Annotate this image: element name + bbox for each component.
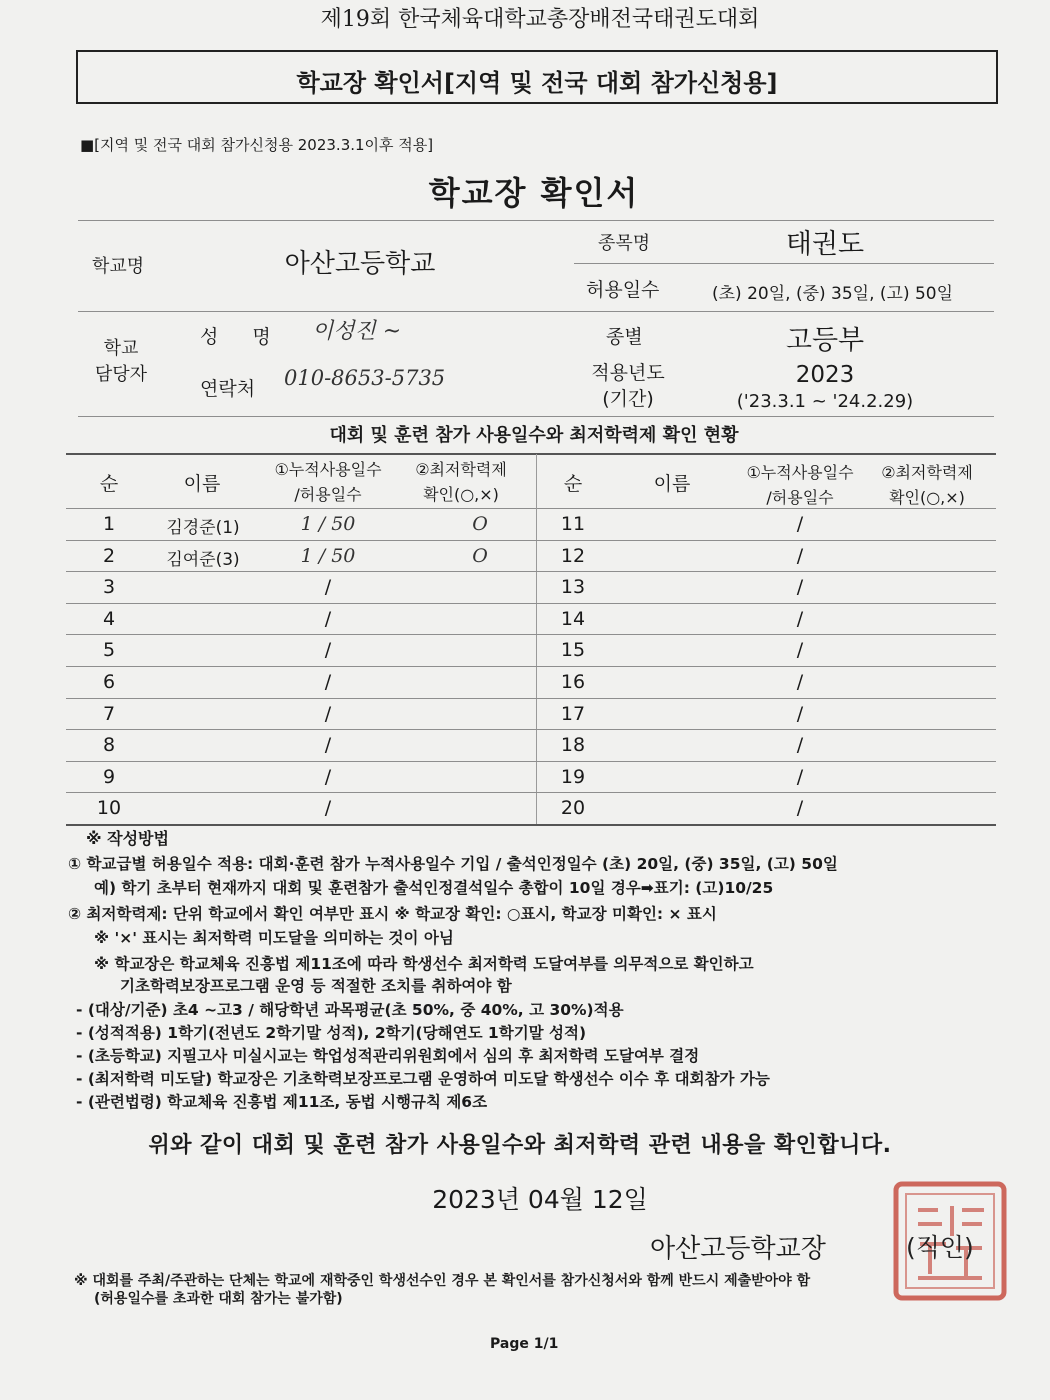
row-days-right: / (796, 797, 804, 820)
table-center-divider (536, 454, 537, 824)
row-days-right: / (796, 671, 804, 693)
header-days-left (262, 457, 394, 507)
row-days-right: / (796, 513, 804, 535)
instruction-line-3: ② 최저학력제: 단위 학교에서 확인 여부만 표시 ※ 학교장 확인: ○표시, 학교장 미확인: × 표시 (68, 905, 717, 923)
header-no-right: 순 (563, 473, 583, 495)
row-days-right: / (796, 639, 804, 662)
table-top-line (66, 453, 996, 455)
instruction-line-8: - (성적적용) 1학기(전년도 2학기말 성적), 2학기(당해연도 1학기말 성적) (76, 1024, 587, 1042)
table-row-line (66, 666, 996, 667)
row-days-left: / (324, 797, 332, 820)
info-bottom-line (78, 416, 994, 417)
period-label (578, 360, 678, 412)
row-days-right: / (796, 576, 804, 599)
table-row-line (66, 540, 996, 541)
header-check-right-line2: 확인(○,×) (889, 488, 965, 507)
table-title: 대회 및 훈련 참가 사용일수와 최저학력제 확인 현황 (329, 425, 739, 446)
row-days-right: / (796, 544, 804, 567)
row-no-right: 17 (560, 702, 586, 725)
instructions-heading: ※ 작성방법 (86, 829, 169, 848)
row-days-left: / (324, 576, 332, 599)
row-no-right: 20 (560, 797, 586, 820)
instruction-line-7: - (대상/기준) 초4 ~고3 / 해당학년 과목평균(초 50%, 중 40%, 고 30%)적용 (76, 1001, 624, 1019)
header-name-right: 이름 (653, 473, 691, 495)
row-name-left: 김여준(3) (166, 549, 240, 570)
applicability-note: ■[지역 및 전국 대회 참가신청용 2023.3.1이후 적용] (80, 136, 434, 154)
header-days-right-line2: /허용일수 (766, 488, 834, 507)
row-check-left: O (472, 544, 488, 567)
instruction-line-9: - (초등학교) 지필고사 미실시교는 학업성적관리위원회에서 심의 후 최저학력 도달여부 결정 (76, 1047, 700, 1065)
contact-label-line1: 학교 (103, 338, 139, 359)
header-check-left-line2: 확인(○,×) (423, 485, 499, 504)
banner-title: 학교장 확인서[지역 및 전국 대회 참가신청용] (296, 69, 778, 97)
signer-name: 아산고등학교장 (650, 1234, 826, 1264)
row-days-left: / (324, 639, 332, 662)
period-label-line2: (기간) (602, 388, 654, 410)
row-no-left: 2 (102, 544, 116, 567)
sport-label: 종목명 (598, 233, 651, 254)
instruction-line-5: ※ 학교장은 학교체육 진흥법 제11조에 따라 학생선수 최저학력 도달여부를 의무적으로 확인하고 (94, 955, 754, 973)
period-label-line1: 적용년도 (591, 362, 665, 384)
header-days-left-line1: ①누적사용일수 (274, 460, 382, 479)
table-row-line (66, 634, 996, 635)
row-days-left: / (324, 734, 332, 757)
instruction-line-10: - (최저학력 미도달) 학교장은 기초학력보장프로그램 운영하여 미도달 학생선수 이수 후 대회참가 가능 (76, 1070, 770, 1088)
row-days-left: / (324, 765, 332, 788)
page-number: Page 1/1 (490, 1336, 559, 1352)
row-no-left: 6 (102, 671, 116, 693)
row-no-right: 13 (560, 576, 586, 599)
row-no-right: 16 (560, 671, 586, 693)
period-range: ('23.3.1 ~ '24.2.29) (736, 391, 914, 412)
row-no-right: 15 (560, 639, 586, 662)
row-no-right: 11 (560, 513, 586, 535)
row-no-left: 4 (102, 607, 116, 630)
row-days-left: / (324, 702, 332, 725)
row-no-left: 3 (102, 576, 116, 599)
header-check-left-line1: ②최저학력제 (415, 460, 507, 479)
row-no-left: 7 (102, 702, 116, 725)
header-days-right (734, 460, 866, 510)
phone-value: 010-8653-5735 (284, 366, 446, 390)
instruction-line-4: ※ '×' 표시는 최저학력 미도달을 의미하는 것이 아님 (94, 929, 454, 947)
banner-box (76, 50, 998, 104)
phone-label: 연락처 (200, 378, 256, 400)
row-no-left: 10 (96, 797, 122, 820)
table-row-line (66, 698, 996, 699)
table-row-line (66, 761, 996, 762)
row-no-right: 18 (560, 734, 586, 757)
row-name-left: 김경준(1) (166, 518, 240, 538)
header-check-right (862, 460, 992, 510)
info-top-line (78, 220, 994, 221)
row-days-right: / (796, 765, 804, 788)
table-row-line (66, 792, 996, 793)
footer-note-line1: ※ 대회를 주최/주관하는 단체는 학교에 재학중인 학생선수인 경우 본 확인서를 참가신청서와 함께 반드시 제출받아야 함 (74, 1273, 811, 1289)
name-value: 이성진 ~ (312, 319, 402, 344)
row-no-left: 8 (102, 734, 116, 757)
table-row-line (66, 729, 996, 730)
instruction-line-1: ① 학교급별 허용일수 적용: 대회·훈련 참가 누적사용일수 기입 / 출석인정일수 (초) 20일, (중) 35일, (고) 50일 (68, 855, 838, 873)
instruction-line-2: 예) 학기 초부터 현재까지 대회 및 훈련참가 출석인정결석일수 총합이 10일 경우➡표기: (고)10/25 (94, 879, 774, 897)
header-check-right-line1: ②최저학력제 (881, 463, 973, 482)
signature-date: 2023년 04월 12일 (432, 1185, 648, 1214)
event-title: 제19회 한국체육대학교총장배전국태권도대회 (320, 7, 760, 32)
division-value: 고등부 (785, 325, 865, 356)
row-days-right: / (796, 734, 804, 757)
header-no-left: 순 (99, 473, 119, 495)
seal-label: (직인) (906, 1233, 974, 1262)
allowed-days-label: 허용일수 (586, 279, 660, 301)
school-value: 아산고등학교 (284, 249, 436, 279)
division-label: 종별 (606, 326, 643, 348)
row-days-left: 1 / 50 (300, 544, 356, 567)
row-days-left: 1 / 50 (300, 513, 356, 535)
table-bottom-line (66, 824, 996, 826)
info-mid-line-right (574, 263, 994, 264)
row-check-left: O (472, 513, 488, 535)
row-no-left: 5 (102, 639, 116, 662)
contact-label-line2: 담당자 (94, 364, 148, 385)
row-no-right: 14 (560, 607, 586, 630)
row-no-left: 9 (102, 765, 116, 788)
row-days-left: / (324, 607, 332, 630)
confirmation-statement: 위와 같이 대회 및 훈련 참가 사용일수와 최저학력 관련 내용을 확인합니다. (148, 1133, 892, 1158)
table-row-line (66, 603, 996, 604)
header-name-left: 이름 (183, 473, 221, 495)
header-days-right-line1: ①누적사용일수 (746, 463, 854, 482)
instruction-line-11: - (관련법령) 학교체육 진흥법 제11조, 동법 시행규칙 제6조 (76, 1093, 488, 1111)
header-days-left-line2: /허용일수 (294, 485, 362, 504)
row-no-right: 12 (560, 544, 586, 567)
name-label: 성 명 (200, 326, 285, 348)
info-section-divider (78, 311, 994, 312)
table-row-line (66, 571, 996, 572)
row-days-left: / (324, 671, 332, 693)
instruction-line-6: 기초학력보장프로그램 운영 등 적절한 조치를 취하여야 함 (120, 977, 512, 995)
header-check-left (396, 457, 526, 507)
sport-value: 태권도 (785, 229, 865, 260)
row-no-left: 1 (102, 513, 116, 535)
contact-label (86, 336, 156, 388)
row-no-right: 19 (560, 765, 586, 788)
period-year: 2023 (795, 362, 855, 388)
school-label: 학교명 (92, 256, 145, 277)
form-title: 학교장 확인서 (428, 174, 640, 212)
footer-note-line2: (허용일수를 초과한 대회 참가는 불가함) (94, 1291, 343, 1307)
row-days-right: / (796, 607, 804, 630)
row-days-right: / (796, 702, 804, 725)
allowed-days-value: (초) 20일, (중) 35일, (고) 50일 (712, 284, 954, 304)
